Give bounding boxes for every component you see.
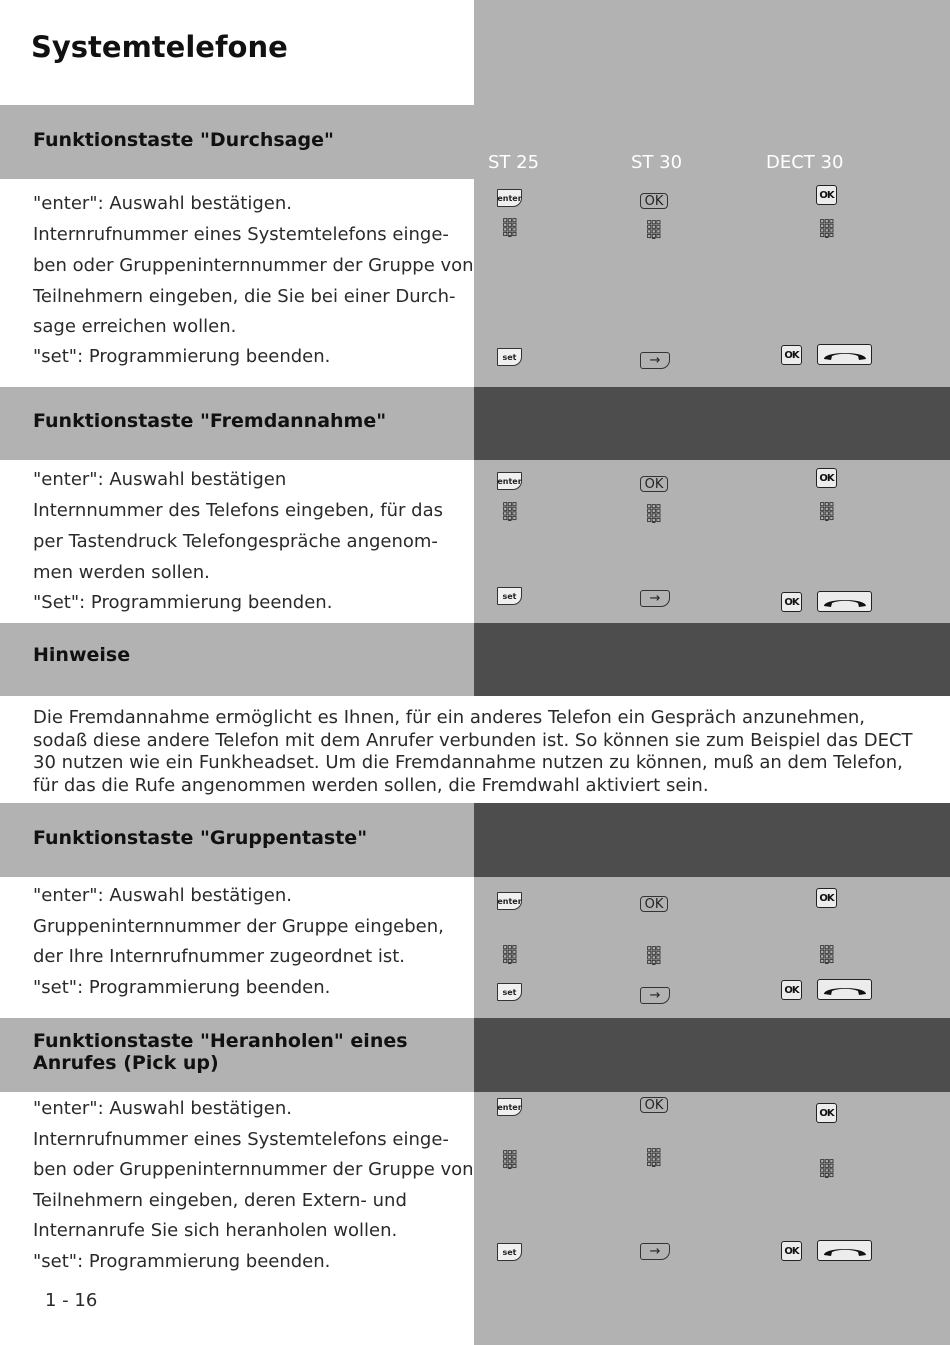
instruction-line: men werden sollen.	[33, 562, 210, 583]
dect-ok-key-icon: OK	[781, 592, 802, 612]
section-header-hinweise	[0, 623, 950, 696]
instruction-line: "Set": Programmierung beenden.	[33, 592, 333, 613]
instruction-line: "set": Programmierung beenden.	[33, 1251, 331, 1272]
set-key-icon: set	[497, 348, 522, 366]
keypad-icon	[820, 945, 834, 964]
enter-key-icon: enter	[497, 1098, 522, 1116]
dect-ok-key-icon: OK	[781, 1241, 802, 1261]
keypad-icon	[503, 945, 517, 964]
set-key-icon: set	[497, 1243, 522, 1261]
keypad-icon	[647, 220, 661, 239]
keypad-icon	[647, 946, 661, 965]
ok-key-icon: OK	[640, 193, 668, 209]
instruction-line: "enter": Auswahl bestätigen	[33, 469, 287, 490]
keypad-icon	[820, 1159, 834, 1178]
dect-ok-key-icon: OK	[816, 185, 837, 205]
section-heading-heranholen: Funktionstaste "Heranholen" eines	[33, 1030, 408, 1052]
instruction-line: Internanrufe Sie sich heranholen wollen.	[33, 1220, 398, 1241]
keypad-icon	[503, 218, 517, 237]
instruction-line: "set": Programmierung beenden.	[33, 346, 331, 367]
instruction-line: Internnummer des Telefons eingeben, für das	[33, 500, 444, 521]
dect-ok-key-icon: OK	[816, 468, 837, 488]
dect-ok-key-icon: OK	[816, 888, 837, 908]
dect-ok-key-icon: OK	[781, 980, 802, 1000]
arrow-key-icon: →	[640, 352, 670, 369]
instruction-line: "enter": Auswahl bestätigen.	[33, 1098, 292, 1119]
hang-up-key-icon	[817, 979, 872, 1000]
instruction-line: der Ihre Internrufnummer zugeordnet ist.	[33, 946, 406, 967]
keypad-icon	[503, 1150, 517, 1169]
keypad-icon	[647, 504, 661, 523]
enter-key-icon: enter	[497, 892, 522, 910]
instruction-line: Internrufnummer eines Systemtelefons einge-	[33, 224, 449, 245]
instruction-line: ben oder Gruppeninternnummer der Gruppe von	[33, 255, 474, 276]
enter-key-icon: enter	[497, 472, 522, 490]
instruction-line: "enter": Auswahl bestätigen.	[33, 193, 292, 214]
ok-key-icon: OK	[640, 476, 668, 492]
arrow-key-icon: →	[640, 1243, 670, 1260]
keypad-icon	[820, 502, 834, 521]
section-heading-hinweise: Hinweise	[33, 644, 131, 666]
arrow-key-icon: →	[640, 987, 670, 1004]
section-heading-gruppentaste: Funktionstaste "Gruppentaste"	[33, 827, 368, 849]
ok-key-icon: OK	[640, 896, 668, 912]
arrow-key-icon: →	[640, 590, 670, 607]
column-label-st30: ST 30	[631, 152, 683, 173]
enter-key-icon: enter	[497, 189, 522, 207]
instruction-line: Gruppeninternnummer der Gruppe eingeben,	[33, 916, 444, 937]
instruction-line: sage erreichen wollen.	[33, 316, 237, 337]
hang-up-key-icon	[817, 344, 872, 365]
note-paragraph: Die Fremdannahme ermöglicht es Ihnen, für ein anderes Telefon ein Gespräch anzunehmen, sodaß diese andere Telefon mit dem Anrufer verbunden ist. So können sie zum Beispiel das DECT 30 nutzen wie ein Funkheadset. Um die Fremdannahme nutzen zu können, muß an dem Telefon, für das die Rufe angenommen werden sollen, die Fremdwahl aktiviert sein.	[33, 707, 913, 796]
page-title: Systemtelefone	[31, 30, 288, 64]
instruction-line: ben oder Gruppeninternnummer der Gruppe von	[33, 1159, 474, 1180]
section-heading-fremdannahme: Funktionstaste "Fremdannahme"	[33, 410, 387, 432]
keypad-icon	[647, 1148, 661, 1167]
dect-ok-key-icon: OK	[781, 345, 802, 365]
instruction-line: "set": Programmierung beenden.	[33, 977, 331, 998]
keypad-icon	[503, 502, 517, 521]
instruction-line: "enter": Auswahl bestätigen.	[33, 885, 292, 906]
set-key-icon: set	[497, 587, 522, 605]
instruction-line: Teilnehmern eingeben, deren Extern- und	[33, 1190, 407, 1211]
keypad-icon	[820, 219, 834, 238]
set-key-icon: set	[497, 983, 522, 1001]
ok-key-icon: OK	[640, 1097, 668, 1113]
instruction-line: Teilnehmern eingeben, die Sie bei einer Durch-	[33, 286, 456, 307]
column-label-dect30: DECT 30	[766, 152, 844, 173]
dect-ok-key-icon: OK	[816, 1103, 837, 1123]
hang-up-key-icon	[817, 591, 872, 612]
section-heading-heranholen-line2: Anrufes (Pick up)	[33, 1052, 219, 1074]
column-label-st25: ST 25	[488, 152, 540, 173]
hang-up-key-icon	[817, 1240, 872, 1261]
page-number: 1 - 16	[45, 1290, 98, 1311]
section-heading-durchsage: Funktionstaste "Durchsage"	[33, 129, 334, 151]
instruction-line: Internrufnummer eines Systemtelefons einge-	[33, 1129, 449, 1150]
instruction-line: per Tastendruck Telefongespräche angenom-	[33, 531, 438, 552]
